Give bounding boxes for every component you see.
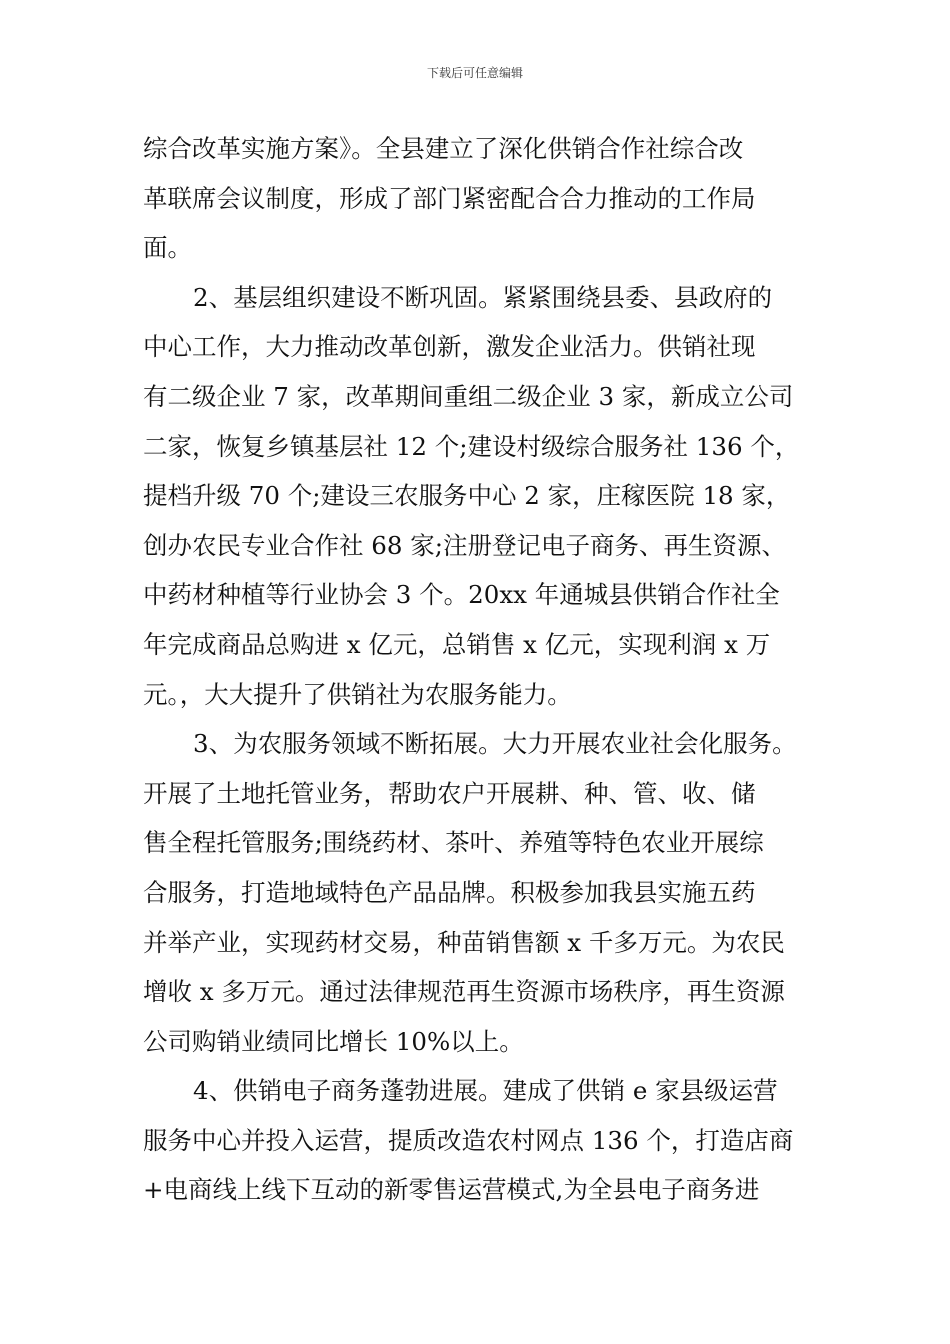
text-line: +电商线上线下互动的新零售运营模式,为全县电子商务进 <box>143 1175 760 1205</box>
text-line: 创办农民专业合作社 68 家;注册登记电子商务、再生资源、 <box>143 530 787 560</box>
text-line: 售全程托管服务;围绕药材、茶叶、养殖等特色农业开展综 <box>143 828 764 858</box>
document-body <box>143 124 843 1215</box>
text-line: 公司购销业绩同比增长 10%以上。 <box>143 1026 524 1056</box>
text-line: 开展了土地托管业务，帮助农户开展耕、种、管、收、储 <box>143 778 756 808</box>
text-line: 合服务，打造地域特色产品品牌。积极参加我县实施五药 <box>143 877 756 907</box>
text-line: 革联席会议制度，形成了部门紧密配合合力推动的工作局 <box>143 183 756 213</box>
text-line: 并举产业，实现药材交易，种苗销售额 x 千多万元。为农民 <box>143 927 785 957</box>
text-line: 2、基层组织建设不断巩固。紧紧围绕县委、县政府的 <box>193 282 773 312</box>
text-line: 有二级企业 7 家，改革期间重组二级企业 3 家，新成立公司 <box>143 381 794 411</box>
text-line: 3、为农服务领域不断拓展。大力开展农业社会化服务。 <box>193 729 797 759</box>
text-line: 中心工作，大力推动改革创新，激发企业活力。供销社现 <box>143 332 756 362</box>
text-line: 中药材种植等行业协会 3 个。20xx 年通城县供销合作社全 <box>143 580 780 610</box>
text-line: 提档升级 70 个;建设三农服务中心 2 家，庄稼医院 18 家， <box>143 481 791 511</box>
page-header: 下载后可任意编辑 <box>426 66 523 80</box>
text-line: 服务中心并投入运营，提质改造农村网点 136 个，打造店商 <box>143 1125 794 1155</box>
text-line: 年完成商品总购进 x 亿元，总销售 x 亿元，实现利润 x 万 <box>143 629 771 659</box>
text-line: 面。 <box>143 233 192 263</box>
text-line: 增收 x 多万元。通过法律规范再生资源市场秩序，再生资源 <box>143 977 785 1007</box>
text-line: 元。，大大提升了供销社为农服务能力。 <box>143 679 572 709</box>
text-line: 综合改革实施方案》。全县建立了深化供销合作社综合改 <box>143 134 744 163</box>
text-line: 4、供销电子商务蓬勃进展。建成了供销 e 家县级运营 <box>193 1076 778 1106</box>
text-line: 二家，恢复乡镇基层社 12 个;建设村级综合服务社 136 个， <box>143 431 800 461</box>
